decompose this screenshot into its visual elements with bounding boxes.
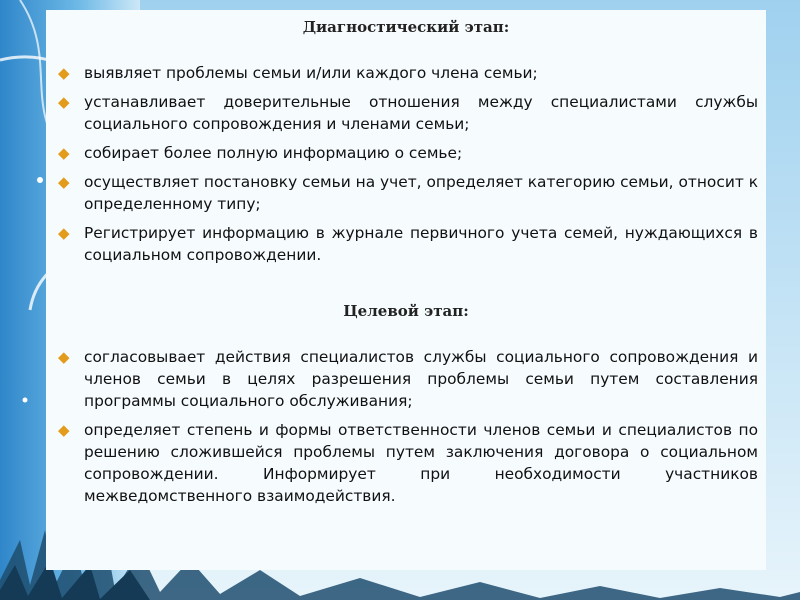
bullet-icon: ◆ (58, 144, 70, 162)
list-item-text: осуществляет постановку семьи на учет, определяет категорию семьи, относит к определенному типу; (84, 173, 758, 213)
content-panel (46, 10, 766, 570)
bullet-icon: ◆ (58, 421, 70, 439)
bullet-icon: ◆ (58, 93, 70, 111)
section-heading-target: Целевой этап: (343, 302, 469, 320)
list-item-text: собирает более полную информацию о семье; (84, 144, 463, 162)
list-item-text: выявляет проблемы семьи и/или каждого члена семьи; (84, 64, 538, 82)
list-item (56, 346, 758, 412)
list-item (56, 171, 758, 215)
list-item (56, 222, 758, 266)
bullet-icon: ◆ (58, 173, 70, 191)
list-item (56, 142, 758, 164)
list-item (56, 419, 758, 507)
list-item-text: устанавливает доверительные отношения между специалистами службы социального сопровождения и членами семьи; (84, 93, 758, 133)
list-item-text: согласовывает действия специалистов службы социального сопровождения и членов семьи в целях разрешения проблемы семьи путем составления программы социального обслуживания; (84, 348, 758, 410)
list-item-text: определяет степень и формы ответственности членов семьи и специалистов по решению сложившейся проблемы путем заключения договора о социальном сопровождении. Информирует при необходимости участников межведомственного взаимодействия. (84, 421, 758, 505)
section-heading-diagnostic: Диагностический этап: (302, 18, 510, 36)
diagnostic-stage-list (56, 62, 758, 273)
target-stage-list (56, 346, 758, 514)
list-item (56, 62, 758, 84)
list-item-text: Регистрирует информацию в журнале первичного учета семей, нуждающихся в социальном сопровождении. (84, 224, 758, 264)
bullet-icon: ◆ (58, 64, 70, 82)
bullet-icon: ◆ (58, 224, 70, 242)
bullet-icon: ◆ (58, 348, 70, 366)
list-item (56, 91, 758, 135)
